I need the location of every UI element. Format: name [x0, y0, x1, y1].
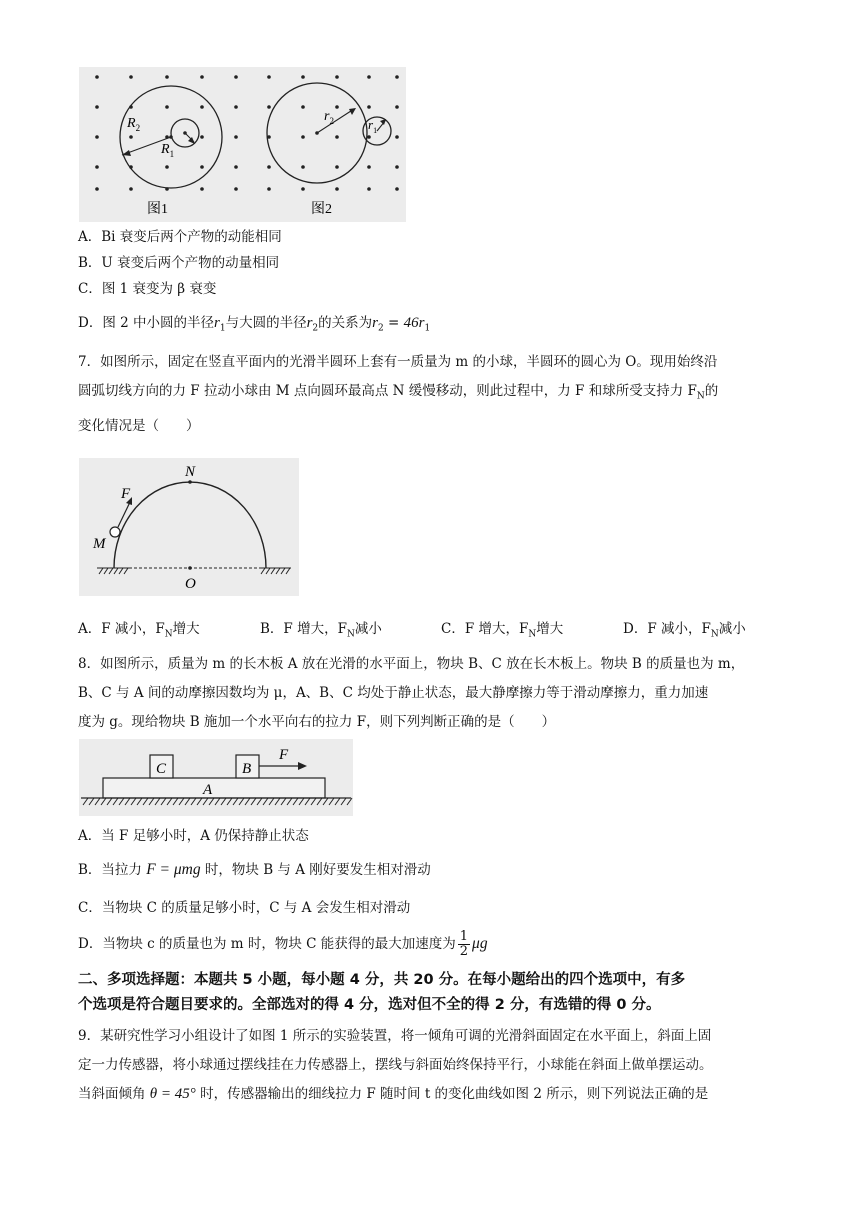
hatch-mark — [335, 798, 340, 805]
label-F: F — [121, 486, 131, 502]
q7-option-c-tail: 增大 — [536, 621, 564, 637]
hatch-mark — [89, 798, 94, 805]
hatch-mark — [269, 798, 274, 805]
q7-option-a-label: A．F 减小，F — [78, 621, 165, 637]
field-dot — [165, 165, 169, 169]
q7-option-c — [441, 619, 563, 645]
hatch-mark — [221, 798, 226, 805]
q7-stem-line3: 变化情况是（ ） — [78, 417, 200, 434]
fig2-large-center — [315, 131, 319, 135]
field-dot — [301, 135, 305, 139]
q8-option-b-eq: F = μmg — [146, 861, 201, 878]
field-dot — [367, 187, 371, 191]
q8-figure — [79, 739, 353, 816]
q8-stem-line3: 度为 g。现给物块 B 施加一个水平向右的拉力 F，则下列判断正确的是（ ） — [78, 714, 556, 730]
q7-stem-line2-end: 的 — [704, 383, 719, 399]
q7-stem-line1: 7．如图所示，固定在竖直平面内的光滑半圆环上套有一质量为 m 的小球，半圆环的圆心为 O。现用始终沿 — [78, 354, 718, 370]
section2-line2: 个选项是符合题目要求的。全部选对的得 4 分，选对但不全的得 2 分，有选错的得 0 分。 — [78, 997, 661, 1013]
q8-option-d-pre: D．当物块 c 的质量也为 m 时，物块 C 能获得的最大加速度为 — [78, 936, 456, 952]
q7-stem-line2-text: 圆弧切线方向的力 F 拉动小球由 M 点向圆环最高点 N 缓慢移动，则此过程中，力 F 和球所受支持力 F — [78, 383, 697, 399]
field-dot — [267, 105, 271, 109]
field-dot — [200, 75, 204, 79]
hatch-mark — [161, 798, 166, 805]
field-dot — [367, 75, 371, 79]
hatch-mark — [95, 798, 100, 805]
field-dot — [367, 165, 371, 169]
q8-option-b-pre: B．当拉力 — [78, 862, 142, 878]
field-dot — [129, 135, 133, 139]
field-dot — [95, 75, 99, 79]
hatch-mark — [317, 798, 322, 805]
hatch-mark — [245, 798, 250, 805]
field-dot — [301, 165, 305, 169]
hatch-mark — [257, 798, 262, 805]
q9-stem-line3-post: 时，传感器输出的细线拉力 F 随时间 t 的变化曲线如图 2 所示，则下列说法正确的是 — [200, 1086, 709, 1102]
fig1-large-center — [169, 135, 173, 139]
hatch-mark — [341, 798, 346, 805]
q7-option-b-tail: 减小 — [354, 621, 382, 637]
hatch-mark — [275, 798, 280, 805]
hatch-mark — [143, 798, 148, 805]
q7-option-b-sub: N — [346, 629, 355, 640]
semicircle-ring — [114, 482, 266, 568]
hatch-mark — [173, 798, 178, 805]
hatch-mark — [293, 798, 298, 805]
center-O-dot — [188, 566, 192, 570]
hatch-mark — [305, 798, 310, 805]
q6-option-d-eq: 46r — [403, 315, 425, 331]
q7-option-c-sub: N — [528, 629, 537, 640]
q8-option-d-numerator: 1 — [459, 929, 469, 944]
hatch-mark — [137, 798, 142, 805]
q6-figure-svg — [79, 67, 406, 222]
hatch-mark — [239, 798, 244, 805]
fig1-small-center — [183, 131, 187, 135]
q7-figure — [79, 458, 299, 596]
force-F-arrowhead — [298, 762, 307, 770]
q8-option-c: C．当物块 C 的质量足够小时，C 与 A 会发生相对滑动 — [78, 900, 411, 916]
field-dot — [129, 187, 133, 191]
field-dot — [395, 135, 399, 139]
top-N-dot — [188, 480, 192, 484]
hatch-mark — [83, 798, 88, 805]
field-dot — [395, 165, 399, 169]
label-F: F — [279, 747, 289, 763]
hatch-mark — [155, 798, 160, 805]
q8-option-d — [78, 929, 488, 959]
hatch-mark — [125, 798, 130, 805]
hatch-mark — [179, 798, 184, 805]
field-dot — [267, 75, 271, 79]
hatch-mark — [251, 798, 256, 805]
hatch-mark — [227, 798, 232, 805]
field-dot — [335, 105, 339, 109]
q6-option-c: C．图 1 衰变为 β 衰变 — [78, 281, 217, 297]
field-dot — [200, 165, 204, 169]
q7-option-a — [78, 619, 200, 645]
fig2-r2-arrow — [317, 109, 354, 133]
field-dot — [234, 187, 238, 191]
field-dot — [395, 75, 399, 79]
field-dot — [301, 187, 305, 191]
q7-option-b — [260, 619, 382, 645]
q6-option-d: D．图 2 中小圆的半径$r_1$与大圆的半径$r_2$的关系为$r_2 = 46r_1$ — [78, 315, 431, 334]
hatch-mark — [281, 798, 286, 805]
field-dot — [234, 75, 238, 79]
hatch-mark — [149, 798, 154, 805]
hatch-mark — [185, 798, 190, 805]
q8-stem — [78, 650, 784, 737]
q8-option-d-post: μg — [472, 935, 488, 952]
q9-stem-line3-eq: θ = 45° — [149, 1086, 196, 1102]
q7-option-a-sub: N — [164, 629, 173, 640]
ground-hatch — [83, 798, 352, 805]
hatch-mark — [131, 798, 136, 805]
hatch-mark — [323, 798, 328, 805]
field-dot — [95, 105, 99, 109]
q7-option-d-label: D．F 减小，F — [623, 621, 711, 637]
hatch-mark — [119, 798, 124, 805]
field-dot — [165, 105, 169, 109]
q8-stem-line2: B、C 与 A 间的动摩擦因数均为 μ，A、B、C 均处于静止状态，最大静摩擦力等于滑动摩擦力，重力加速 — [78, 685, 709, 701]
q6-figure — [79, 67, 406, 222]
q8-option-d-fraction — [458, 930, 470, 959]
q7-stem-line2 — [78, 377, 784, 412]
board-A — [103, 778, 325, 798]
label-A: A — [203, 782, 213, 798]
hatch-mark — [203, 798, 208, 805]
section2-line1: 二、多项选择题：本题共 5 小题，每小题 4 分，共 20 分。在每小题给出的四个选项中，有多 — [78, 972, 686, 988]
hatch-mark — [101, 798, 106, 805]
hatch-mark — [311, 798, 316, 805]
q8-stem-line1: 8．如图所示，质量为 m 的长木板 A 放在光滑的水平面上，物块 B、C 放在长木板上。物块 B 的质量也为 m， — [78, 656, 745, 672]
label-C: C — [156, 761, 167, 777]
q7-stem — [78, 348, 784, 441]
field-dot — [200, 135, 204, 139]
fig1-label-R1: $R_1$ — [161, 142, 175, 159]
field-dot — [395, 187, 399, 191]
label-O: O — [185, 576, 196, 592]
q8-option-a: A．当 F 足够小时，A 仍保持静止状态 — [78, 828, 309, 844]
hatch-mark — [191, 798, 196, 805]
field-dot — [367, 135, 371, 139]
q9-stem-line1: 9．某研究性学习小组设计了如图 1 所示的实验装置，将一倾角可调的光滑斜面固定在水平面上，斜面上固 — [78, 1028, 712, 1044]
q6-option-d-text: D．图 2 中小圆的半径 — [78, 315, 214, 331]
q7-figure-svg — [79, 458, 299, 596]
field-dot — [335, 135, 339, 139]
q7-option-b-label: B．F 增大，F — [260, 621, 347, 637]
hatch-mark — [329, 798, 334, 805]
label-N: N — [185, 464, 196, 480]
hatch-mark — [107, 798, 112, 805]
hatch-mark — [263, 798, 268, 805]
q6-option-b: B．U 衰变后两个产物的动量相同 — [78, 255, 280, 271]
q9-stem — [78, 1022, 784, 1109]
label-B: B — [242, 761, 252, 777]
q7-option-d — [623, 619, 746, 645]
field-dot — [129, 75, 133, 79]
field-dot — [335, 187, 339, 191]
q6-option-a: A．Bi 衰变后两个产物的动能相同 — [78, 229, 282, 245]
field-dot — [95, 135, 99, 139]
q9-stem-line2: 定一力传感器，将小球通过摆线挂在力传感器上，摆线与斜面始终保持平行，小球能在斜面上做单摆运动。 — [78, 1057, 713, 1073]
q7-option-c-label: C．F 增大，F — [441, 621, 529, 637]
hatch-mark — [113, 798, 118, 805]
q7-option-d-sub: N — [710, 629, 719, 640]
fig1-R2-arrowhead — [122, 150, 131, 156]
fig1-label-R2: $R_2$ — [127, 116, 141, 133]
fig2-caption: 图2 — [311, 202, 332, 217]
section2-header — [78, 968, 784, 1018]
q6-option-d-text2: 与大圆的半径 — [225, 315, 307, 331]
q8-figure-svg — [79, 739, 353, 816]
field-dot — [267, 187, 271, 191]
q7-option-d-tail: 减小 — [718, 621, 746, 637]
hatch-mark — [209, 798, 214, 805]
q7-stem-line2-sub: N — [696, 391, 705, 402]
q9-stem-line3 — [78, 1080, 784, 1109]
hatch-mark — [167, 798, 172, 805]
field-dot — [234, 135, 238, 139]
fig2-label-r2: $r_2$ — [324, 109, 334, 126]
fig1-caption: 图1 — [147, 202, 168, 217]
field-dot — [301, 105, 305, 109]
field-dot — [301, 75, 305, 79]
q9-stem-line3-pre: 当斜面倾角 — [78, 1086, 146, 1102]
magnetic-field-dots — [95, 75, 399, 191]
field-dot — [267, 165, 271, 169]
q6-option-d-text3: 的关系为 — [318, 315, 373, 331]
field-dot — [234, 105, 238, 109]
ground-hatch-right — [259, 568, 291, 574]
field-dot — [165, 75, 169, 79]
hatch-mark — [299, 798, 304, 805]
q8-option-d-denominator: 2 — [459, 944, 469, 959]
hatch-mark — [215, 798, 220, 805]
field-dot — [200, 187, 204, 191]
field-dot — [367, 105, 371, 109]
fig1-R1-arrowhead — [188, 137, 195, 144]
hatch-mark — [233, 798, 238, 805]
q8-option-b-post: 时，物块 B 与 A 刚好要发生相对滑动 — [204, 862, 431, 878]
small-ball — [110, 527, 120, 537]
hatch-mark — [287, 798, 292, 805]
field-dot — [234, 165, 238, 169]
field-dot — [95, 187, 99, 191]
label-M: M — [93, 536, 106, 552]
field-dot — [395, 105, 399, 109]
field-dot — [200, 105, 204, 109]
field-dot — [95, 165, 99, 169]
q7-option-a-tail: 增大 — [172, 621, 200, 637]
field-dot — [335, 75, 339, 79]
hatch-mark — [197, 798, 202, 805]
q8-option-b — [78, 860, 431, 880]
field-dot — [335, 165, 339, 169]
fig2-label-r1: $r_1$ — [368, 117, 378, 135]
ground-hatch-left — [97, 568, 129, 574]
hatch-mark — [347, 798, 352, 805]
